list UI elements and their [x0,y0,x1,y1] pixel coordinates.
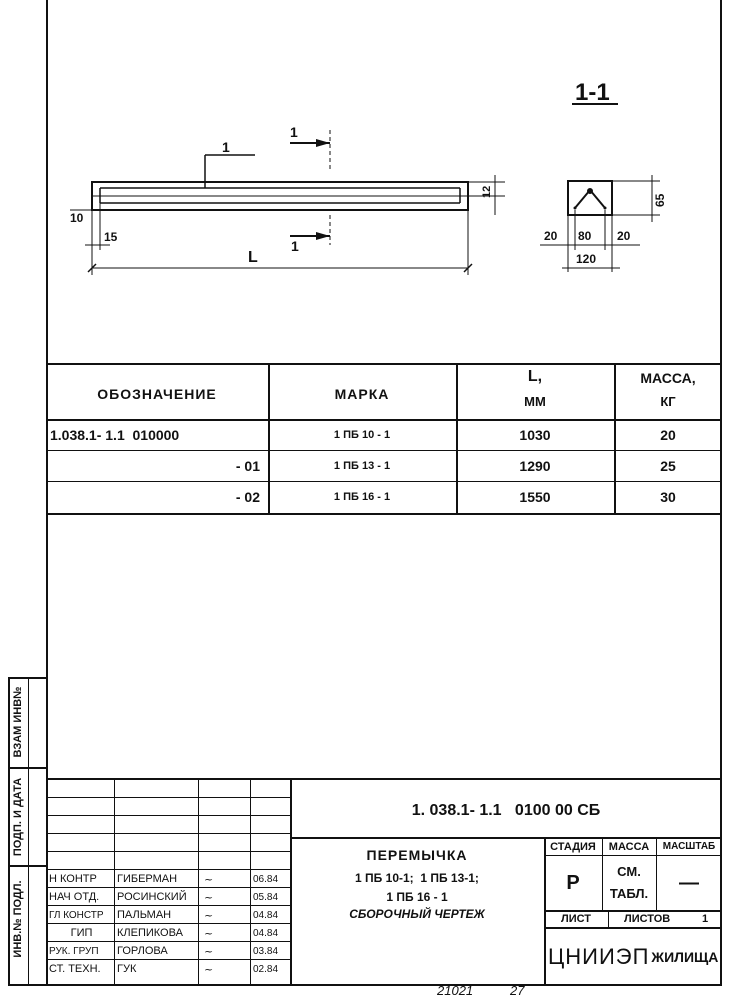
staff-3-signature: ~ [204,926,214,940]
staff-3-date: 04.84 [253,927,279,939]
scale-header: МАСШТАБ [662,841,716,852]
row-1-designation: - 01 [235,458,260,474]
row-0-length: 1030 [519,427,551,443]
dim-80: 80 [578,229,592,243]
row-2-mark: 1 ПБ 16 - 1 [333,491,391,503]
row-1-mark: 1 ПБ 13 - 1 [333,460,391,472]
staff-5-name: ГУК [117,963,137,975]
staff-4-role: РУК. ГРУП [49,945,99,957]
header-length-unit: ММ [524,393,546,409]
sheet-label: ЛИСТ [560,913,591,925]
row-1-mass: 25 [660,458,676,474]
staff-0-date: 06.84 [253,873,279,885]
section-arrow-top-label: 1 [290,124,298,140]
staff-4-date: 03.84 [253,945,279,957]
cross-section [568,181,612,215]
footer-number-right: 27 [510,983,525,998]
name-line-4: СБОРОЧНЫЙ ЧЕРТЕЖ [349,907,485,921]
staff-5-signature: ~ [204,962,214,976]
staff-0-role: Н КОНТР [49,873,97,885]
staff-1-date: 05.84 [253,891,279,903]
mass-value-2: ТАБЛ. [609,885,649,901]
row-1-length: 1290 [519,458,551,474]
row-2-mass: 30 [660,489,676,505]
staff-grid-sep-1 [114,780,115,986]
side-inv-orig: ИНВ.№ ПОДЛ. [12,880,24,958]
side-strip-divider-v [28,679,29,984]
name-line-1: ПЕРЕМЫЧКА [366,847,468,863]
info-hline-3 [544,927,722,929]
side-sign-date: ПОДП. И ДАТА [12,777,24,857]
stage-value: Р [566,871,580,894]
staff-4-signature: ~ [204,944,214,958]
staff-hline-1 [46,797,290,798]
staff-2-date: 04.84 [253,909,279,921]
side-inv-replace: ВЗАМ ИНВ№ [12,686,24,758]
scale-value: — [679,871,699,894]
dim-15: 15 [104,230,118,244]
org-suffix: ЖИЛИЩА [651,949,719,965]
staff-grid-sep-3 [250,780,251,986]
dim-L-line [88,210,472,275]
dim-120: 120 [576,252,597,266]
header-mark: МАРКА [334,386,390,402]
lintel-elevation [92,182,468,210]
dim-65: 65 [653,193,667,207]
staff-3-role: ГИП [70,927,93,939]
header-mass: МАССА, [640,370,696,386]
staff-grid-sep-2 [198,780,199,986]
staff-hline-3 [46,833,290,834]
callout-1: 1 [222,139,230,155]
footer-number-left: 21021 [437,983,474,998]
header-length: L, [527,368,543,385]
table-top-line [46,363,722,365]
staff-2-signature: ~ [204,908,214,922]
staff-5-date: 02.84 [253,963,279,975]
staff-hline-2 [46,815,290,816]
staff-2-name: ПАЛЬМАН [117,909,172,921]
callout-leader [205,155,255,188]
sheets-value: 1 [702,913,709,925]
dim-10: 10 [70,211,84,225]
staff-hline-4 [46,851,290,852]
staff-3-name: КЛЕПИКОВА [117,927,183,939]
sheets-label: ЛИСТОВ [624,913,671,925]
section-drawing [0,0,732,365]
org-name [548,930,720,984]
title-block [46,778,722,986]
doc-code: 1. 038.1- 1.1 0100 00 СБ [411,802,601,819]
dim-20-left: 20 [544,229,558,243]
staff-2-role: ГЛ КОНСТР [49,909,104,921]
name-line-3: 1 ПБ 16 - 1 [386,890,448,904]
row-0-mark: 1 ПБ 10 - 1 [333,429,391,441]
name-line-2: 1 ПБ 10-1; 1 ПБ 13-1; [355,871,479,885]
table-bottom-line [46,513,722,515]
dim-12: 12 [481,185,493,198]
staff-4-name: ГОРЛОВА [117,945,168,957]
row-2-length: 1550 [519,489,551,505]
mark-table [46,363,722,515]
staff-1-signature: ~ [204,890,214,904]
dim-L: L [248,249,258,266]
staff-1-role: НАЧ ОТД. [49,891,100,903]
mass-header: МАССА [608,840,650,853]
dim-20-right: 20 [617,229,631,243]
info-vsep-sheet [608,910,609,927]
header-designation: ОБОЗНАЧЕНИЕ [97,386,217,402]
row-0-designation: 1.038.1- 1.1 010000 [50,427,180,443]
staff-0-signature: ~ [204,872,214,886]
row-0-mass: 20 [660,427,676,443]
section-label: 1-1 [575,79,610,106]
row-2-designation: - 02 [235,489,260,505]
org-abbrev: ЦНИИЭП [548,944,650,969]
staff-1-name: РОСИНСКИЙ [117,891,187,903]
staff-0-name: ГИБЕРМАН [117,873,178,885]
cross-section-dims [540,175,660,272]
header-mass-unit: КГ [660,393,676,409]
staff-5-role: СТ. ТЕХН. [49,963,101,975]
section-arrow-bottom-label: 1 [291,238,299,254]
mass-value-1: СМ. [617,863,641,879]
stage-header: СТАДИЯ [550,840,596,853]
